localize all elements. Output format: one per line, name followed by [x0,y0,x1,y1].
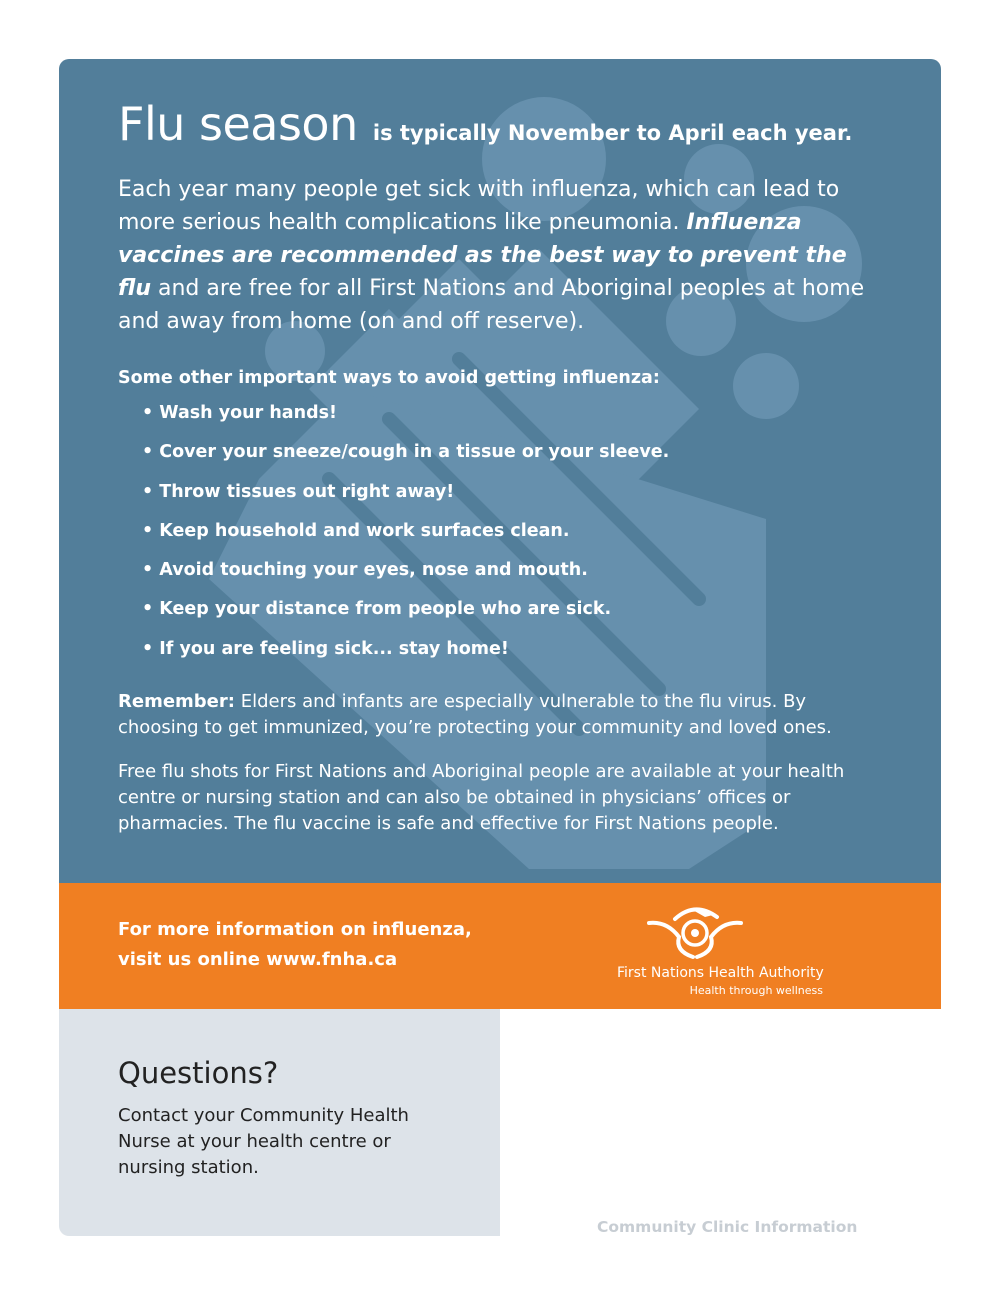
title-flu-season: Flu season [118,97,358,151]
questions-box [59,1009,500,1236]
fnha-logo [617,903,827,999]
intro-paragraph [118,173,878,338]
tip-item: • Keep your distance from people who are sick. [142,599,612,620]
tip-item: • Avoid touching your eyes, nose and mouth. [142,560,588,581]
remember-paragraph [118,689,888,741]
intro-text-end: and are free for all First Nations and Aboriginal peoples at home and away from home (on and off reserve). [118,276,865,334]
tip-item: • Keep household and work surfaces clean. [142,520,570,541]
tip-item: • Wash your hands! [142,403,337,423]
page-title [118,97,898,151]
community-clinic-label: Community Clinic Information [597,1218,858,1236]
tip-item: • Cover your sneeze/cough in a tissue or your sleeve. [142,442,670,463]
main-info-panel [59,59,941,883]
fnha-logo-icon [645,903,745,961]
prevention-tips-list [142,394,898,669]
free-shots-paragraph: Free flu shots for First Nations and Aboriginal people are available at your health centre or nursing station and can also be obtained in physicians’ offices or pharmacies. The flu vaccine is safe and effective for First Nations people. [118,761,845,835]
questions-title: Questions? [118,1056,279,1090]
more-info-line-2: visit us online www.fnha.ca [118,949,398,970]
more-info-band [59,883,941,1009]
intro-text-start: Each year many people get sick with influenza, which can lead to more serious health complications like pneumonia. [118,177,840,235]
title-subtext: is typically November to April each year. [372,121,853,145]
intro-emphasis: Influenza vaccines are recommended as the best way to prevent the flu [118,210,847,301]
more-info-line-1: For more information on influenza, [118,919,472,940]
remember-label: Remember: [118,691,235,713]
remember-text: Elders and infants are especially vulnerable to the flu virus. By choosing to get immunized, you’re protecting your community and loved ones. [118,691,832,739]
prevention-heading: Some other important ways to avoid getting influenza: [118,368,660,388]
tip-item: • If you are feeling sick... stay home! [142,638,509,659]
questions-body: Contact your Community Health Nurse at your health centre or nursing station. [118,1105,409,1178]
flyer-card [59,59,941,1236]
org-tagline: Health through wellness [689,984,823,997]
tip-item: • Throw tissues out right away! [142,481,455,502]
more-info-text [118,915,472,975]
org-name: First Nations Health Authority [617,965,824,981]
